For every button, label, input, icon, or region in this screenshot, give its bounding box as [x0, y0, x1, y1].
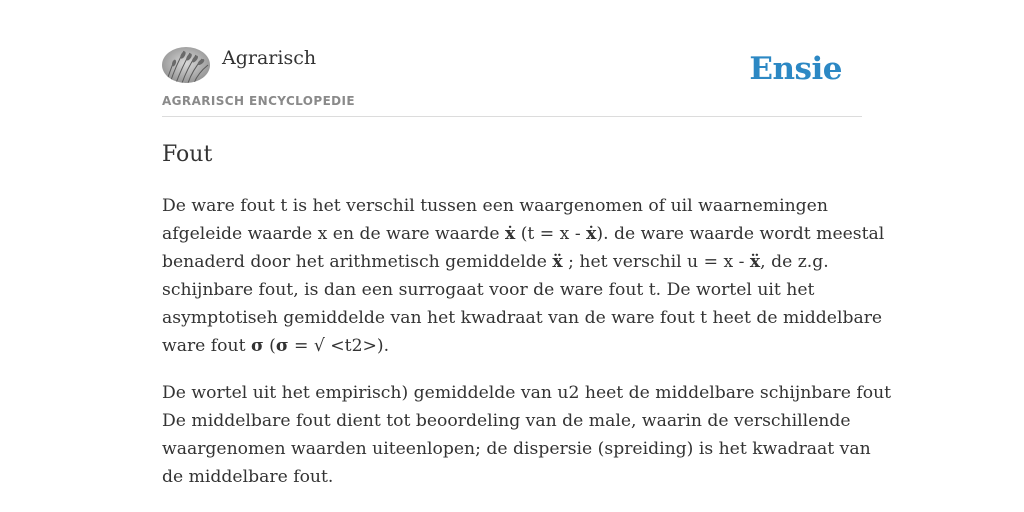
symbol-x-ddot: ẍ: [552, 252, 563, 272]
paragraph-1: [162, 192, 885, 360]
symbol-sigma: σ: [275, 336, 289, 356]
text-fragment: ware fout: [162, 336, 251, 356]
site-name[interactable]: Agrarisch: [222, 47, 317, 69]
text-fragment: benaderd door het arithmetisch gemiddelde: [162, 252, 553, 272]
text-fragment: (t = x -: [515, 224, 587, 244]
site-header: [162, 0, 862, 117]
paragraph-line: De ware fout t is het verschil tussen een waargenomen of uil waarnemingen: [162, 196, 828, 216]
symbol-x-dot: ẋ: [586, 224, 597, 244]
symbol-x-dot: ẋ: [505, 224, 516, 244]
brand-logo[interactable]: Ensie: [749, 51, 842, 87]
paragraph-line: [162, 332, 867, 360]
symbol-x-ddot: ẍ: [749, 252, 761, 272]
text-fragment: ; het verschil u = x -: [562, 252, 750, 272]
paragraph-line: [162, 248, 867, 276]
paragraph-line: waargenomen waarden uiteenlopen; de dispersie (spreiding) is het kwadraat van: [162, 439, 871, 459]
text-fragment: = √ <t2>).: [288, 336, 390, 356]
paragraph-line: De wortel uit het empirisch) gemiddelde van u2 heet de middelbare schijnbare fout: [162, 383, 892, 403]
paragraph-line: De middelbare fout dient tot beoordeling van de male, waarin de verschillende: [162, 411, 851, 431]
page-title: Fout: [162, 142, 213, 167]
text-fragment: (: [263, 336, 276, 356]
paragraph-line: [162, 220, 885, 248]
paragraph-line: schijnbare fout, is dan een surrogaat voor de ware fout t. De wortel uit het: [162, 280, 815, 300]
paragraph-line: asymptotiseh gemiddelde van het kwadraat van de ware fout t heet de middelbare: [162, 308, 883, 328]
page-container: [162, 0, 892, 487]
paragraph-2: [162, 379, 892, 491]
wheat-icon[interactable]: [162, 47, 210, 83]
site-subtitle[interactable]: AGRARISCH ENCYCLOPEDIE: [162, 94, 355, 108]
paragraph-line: de middelbare fout.: [162, 467, 334, 487]
text-fragment: , de z.g.: [760, 252, 829, 272]
text-fragment: afgeleide waarde x en de ware waarde: [162, 224, 506, 244]
text-fragment: ). de ware waarde wordt meestal: [596, 224, 885, 244]
symbol-sigma: σ: [250, 336, 264, 356]
